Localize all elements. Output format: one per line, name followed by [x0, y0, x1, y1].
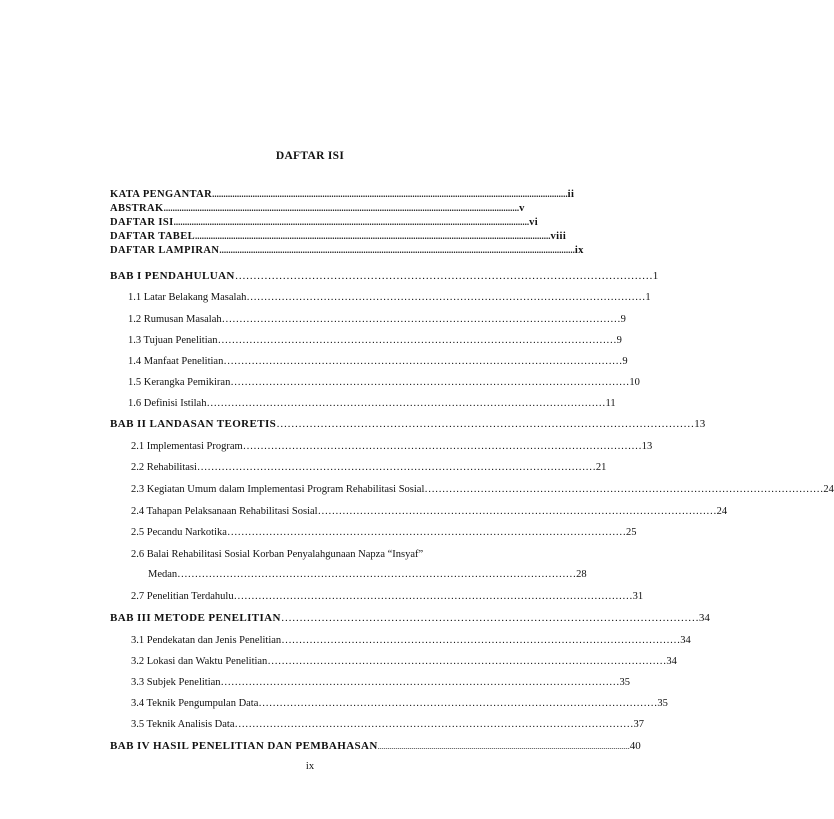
dot-leader: …………………………………………………………………………………………………… — [223, 356, 623, 367]
toc-entry-label: DAFTAR LAMPIRAN — [110, 245, 220, 256]
toc-entry-daftar-lampiran[interactable] — [110, 245, 584, 256]
dot-leader: …………………………………………………………………………………………………… — [258, 698, 658, 709]
toc-entry-label: DAFTAR TABEL — [110, 231, 196, 242]
toc-entry-page: 37 — [633, 719, 644, 730]
dot-leader: .............................................................................................................................................................. — [219, 245, 575, 255]
dot-leader: …………………………………………………………………………………………………… — [267, 656, 667, 667]
toc-entry-page: 40 — [629, 740, 641, 752]
toc-entry-page: 34 — [680, 635, 691, 646]
dot-leader: …………………………………………………………………………………………………… — [281, 635, 681, 646]
toc-entry-1-5[interactable] — [128, 377, 640, 388]
toc-entry-label: 3.1 Pendekatan dan Jenis Penelitian — [131, 635, 282, 646]
dot-leader: …………………………………………………………………………………………………… — [242, 441, 642, 452]
toc-entry-page: 9 — [622, 356, 628, 367]
toc-entry-abstrak[interactable] — [110, 203, 525, 214]
toc-entry-daftar-tabel[interactable] — [110, 231, 567, 242]
toc-entry-3-5[interactable] — [131, 719, 644, 730]
toc-entry-page: viii — [550, 231, 567, 242]
toc-entry-page: 35 — [657, 698, 668, 709]
toc-entry-label: 3.4 Teknik Pengumpulan Data — [131, 698, 259, 709]
toc-entry-label: 1.3 Tujuan Penelitian — [128, 335, 218, 346]
toc-entry-label: Medan — [148, 569, 178, 580]
dot-leader: …………………………………………………………………………………………………… — [221, 314, 621, 325]
toc-entry-page: 9 — [616, 335, 622, 346]
toc-entry-1-6[interactable] — [128, 398, 616, 409]
toc-entry-label: BAB II LANDASAN TEORETIS — [110, 418, 277, 430]
toc-entry-page: vi — [529, 217, 539, 228]
toc-chapter-bab-1[interactable] — [110, 270, 659, 282]
toc-entry-2-6-cont[interactable] — [148, 569, 587, 580]
toc-entry-2-3[interactable] — [131, 484, 834, 495]
toc-entry-page: 35 — [619, 677, 631, 688]
dot-leader: …………………………………………………………………………………………………… — [234, 270, 653, 282]
toc-entry-1-2[interactable] — [128, 314, 626, 325]
toc-entry-label: 2.6 Balai Rehabilitasi Sosial Korban Penyalahgunaan Napza “Insyaf” — [131, 549, 424, 560]
toc-chapter-bab-2[interactable] — [110, 418, 706, 430]
toc-entry-2-4[interactable] — [131, 506, 728, 517]
toc-entry-page: 31 — [632, 591, 644, 602]
dot-leader: …………………………………………………………………………………………………… — [220, 677, 620, 688]
dot-leader: …………………………………………………………………………………………………… — [196, 462, 596, 473]
toc-entry-1-3[interactable] — [128, 335, 622, 346]
toc-entry-2-2[interactable] — [131, 462, 607, 473]
toc-entry-daftar-isi[interactable] — [110, 217, 539, 228]
toc-entry-label: 3.2 Lokasi dan Waktu Penelitian — [131, 656, 268, 667]
page-title: DAFTAR ISI — [275, 150, 345, 162]
toc-entry-page: 24 — [823, 484, 834, 495]
toc-entry-label: 1.2 Rumusan Masalah — [128, 314, 222, 325]
toc-entry-3-2[interactable] — [131, 656, 677, 667]
toc-entry-3-1[interactable] — [131, 635, 691, 646]
toc-entry-page: 25 — [625, 527, 637, 538]
dot-leader: .............................................................................................................................................................. — [163, 203, 520, 213]
toc-entry-page: 9 — [620, 314, 626, 325]
toc-entry-page: 21 — [595, 462, 607, 473]
toc-entry-label: 2.2 Rehabilitasi — [131, 462, 197, 473]
dot-leader: …………………………………………………………………………………………………… — [230, 377, 630, 388]
toc-entry-page: 34 — [666, 656, 677, 667]
toc-entry-label: BAB IV HASIL PENELITIAN DAN PEMBAHASAN — [110, 740, 378, 752]
toc-entry-label: BAB III METODE PENELITIAN — [110, 612, 281, 624]
toc-entry-page: 34 — [698, 612, 710, 624]
dot-leader: .............................................................................................................................................................. — [173, 217, 530, 227]
toc-entry-page: ii — [567, 189, 575, 200]
toc-entry-label: 1.6 Definisi Istilah — [128, 398, 207, 409]
toc-entry-page: 10 — [629, 377, 640, 388]
toc-entry-label: 2.3 Kegiatan Umum dalam Implementasi Program Rehabilitasi Sosial — [131, 484, 425, 495]
toc-entry-2-5[interactable] — [131, 527, 637, 538]
dot-leader: .............................................................................................................................................................. — [195, 231, 551, 241]
dot-leader: …………………………………………………………………………………………………… — [233, 591, 633, 602]
dot-leader: …………………………………………………………………………………………………… — [177, 569, 577, 580]
dot-leader: .............................................................................................................................................................. — [212, 189, 568, 199]
toc-entry-label: 1.1 Latar Belakang Masalah — [128, 292, 247, 303]
toc-entry-page: 13 — [694, 418, 706, 430]
toc-entry-page: 13 — [641, 441, 653, 452]
toc-entry-label: BAB I PENDAHULUAN — [110, 270, 235, 282]
dot-leader: …………………………………………………………………………………………………… — [226, 527, 626, 538]
toc-entry-label: 3.5 Teknik Analisis Data — [131, 719, 235, 730]
toc-entry-label: KATA PENGANTAR — [110, 189, 213, 200]
toc-chapter-bab-3[interactable] — [110, 612, 710, 624]
toc-entry-page: ix — [574, 245, 584, 256]
page-number: ix — [305, 761, 315, 772]
dot-leader: …………………………………………………………………………………………………… — [246, 292, 646, 303]
toc-entry-label: 1.5 Kerangka Pemikiran — [128, 377, 231, 388]
dot-leader: .............................................................................................................................. — [377, 742, 630, 751]
dot-leader: …………………………………………………………………………………………………… — [317, 506, 717, 517]
dot-leader: …………………………………………………………………………………………………… — [234, 719, 634, 730]
dot-leader: …………………………………………………………………………………………………… — [276, 418, 695, 430]
toc-entry-page: v — [519, 203, 525, 214]
toc-entry-page: 28 — [576, 569, 587, 580]
toc-entry-2-1[interactable] — [131, 441, 653, 452]
dot-leader: …………………………………………………………………………………………………… — [217, 335, 617, 346]
toc-entry-label: 2.1 Implementasi Program — [131, 441, 243, 452]
toc-entry-label: 3.3 Subjek Penelitian — [131, 677, 221, 688]
toc-entry-label: 2.4 Tahapan Pelaksanaan Rehabilitasi Sosial — [131, 506, 318, 517]
toc-entry-page: 24 — [716, 506, 728, 517]
toc-entry-page: 1 — [652, 270, 659, 282]
dot-leader: …………………………………………………………………………………………………… — [280, 612, 699, 624]
toc-entry-label: ABSTRAK — [110, 203, 164, 214]
toc-entry-3-3[interactable] — [131, 677, 631, 688]
toc-entry-1-1[interactable] — [128, 292, 651, 303]
toc-entry-1-4[interactable] — [128, 356, 628, 367]
toc-entry-2-6[interactable] — [131, 549, 423, 560]
toc-entry-page: 1 — [645, 292, 651, 303]
toc-entry-label: 2.7 Penelitian Terdahulu — [131, 591, 234, 602]
toc-entry-kata-pengantar[interactable] — [110, 189, 575, 200]
toc-entry-label: DAFTAR ISI — [110, 217, 174, 228]
dot-leader: …………………………………………………………………………………………………… — [424, 484, 824, 495]
toc-chapter-bab-4[interactable] — [110, 740, 641, 752]
toc-entry-page: 11 — [605, 398, 616, 409]
toc-entry-label: 1.4 Manfaat Penelitian — [128, 356, 224, 367]
dot-leader: …………………………………………………………………………………………………… — [206, 398, 606, 409]
toc-entry-3-4[interactable] — [131, 698, 668, 709]
toc-entry-2-7[interactable] — [131, 591, 644, 602]
toc-entry-label: 2.5 Pecandu Narkotika — [131, 527, 227, 538]
